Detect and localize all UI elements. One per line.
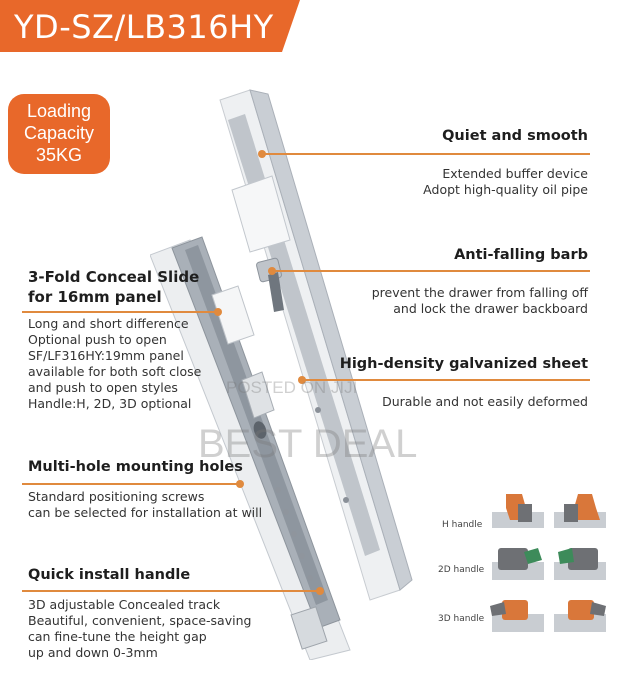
2d-handle-pair: [492, 548, 606, 580]
feature-quiet-smooth: [423, 128, 588, 198]
feature-3-fold-conceal-slide: [28, 268, 201, 412]
feature-desc-line: available for both soft close: [28, 364, 202, 379]
feature-galvanized-sheet: [340, 356, 588, 410]
feature-title-line: 3-Fold Conceal Slide: [28, 268, 200, 286]
feature-desc-line: and push to open styles: [28, 380, 178, 395]
feature-quick-install-handle: [28, 567, 251, 661]
callout-dot-handle: [316, 587, 324, 595]
feature-desc-line: Optional push to open: [28, 332, 167, 347]
feature-desc-line: up and down 0-3mm: [28, 645, 158, 660]
feature-desc-line: Standard positioning screws: [28, 489, 205, 504]
feature-desc-line: Extended buffer device: [442, 166, 588, 181]
watermark-line-2: BEST DEAL: [198, 422, 418, 466]
feature-title: Anti-falling barb: [454, 247, 588, 263]
feature-desc-line: and lock the drawer backboard: [393, 301, 588, 316]
feature-desc-line: can fine-tune the height gap: [28, 629, 207, 644]
feature-title-line: for 16mm panel: [28, 288, 162, 306]
handle-options-illustration: [488, 490, 616, 640]
feature-desc-line: SF/LF316HY:19mm panel: [28, 348, 184, 363]
badge-line-2: Capacity: [23, 123, 95, 143]
badge-line-3: 35KG: [35, 145, 83, 165]
3d-handle-label: 3D handle: [438, 614, 485, 624]
feature-title: Quiet and smooth: [442, 128, 588, 144]
feature-desc-line: Durable and not easily deformed: [382, 394, 588, 409]
callout-dot-conceal: [214, 308, 222, 316]
badge-line-1: Loading: [26, 101, 92, 121]
callout-dot-quiet: [258, 150, 266, 158]
h-handle-label: H handle: [442, 520, 483, 530]
title-banner: [0, 0, 300, 52]
feature-desc-line: Long and short difference: [28, 316, 189, 331]
feature-multi-hole-mounting: [28, 459, 262, 521]
feature-desc-line: can be selected for installation at will: [28, 505, 263, 520]
feature-title: Multi-hole mounting holes: [28, 459, 243, 475]
watermark-line-1: POSTED ON JIJI: [226, 378, 358, 397]
feature-desc-line: Adopt high-quality oil pipe: [423, 182, 588, 197]
feature-anti-falling-barb: [372, 247, 588, 317]
feature-desc-line: prevent the drawer from falling off: [371, 285, 588, 300]
feature-desc-line: 3D adjustable Concealed track: [28, 597, 221, 612]
product-model-title: YD-SZ/LB316HY: [14, 8, 274, 46]
loading-capacity-badge: [8, 94, 110, 174]
2d-handle-label: 2D handle: [438, 565, 485, 575]
feature-title: Quick install handle: [28, 567, 191, 583]
callout-dot-barb: [268, 267, 276, 275]
rear-slide: [220, 90, 412, 600]
3d-handle-pair: [490, 600, 606, 632]
feature-desc-line: Beautiful, convenient, space-saving: [28, 613, 252, 628]
feature-desc-line: Handle:H, 2D, 3D optional: [28, 396, 192, 411]
feature-title: High-density galvanized sheet: [339, 356, 588, 372]
h-handle-pair: [492, 494, 606, 528]
